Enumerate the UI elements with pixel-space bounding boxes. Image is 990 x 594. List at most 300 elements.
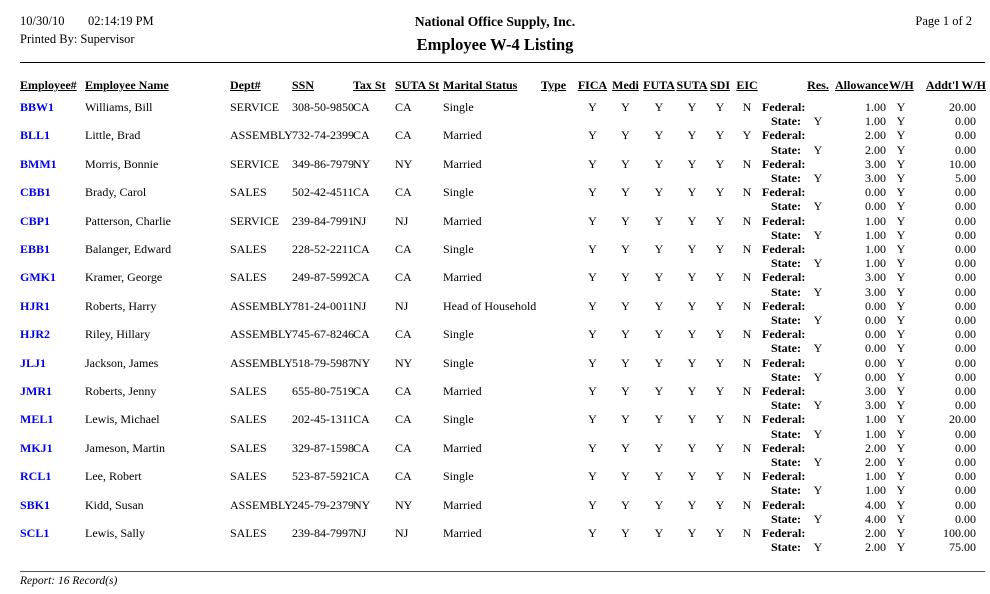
suta-flag-spacer (676, 398, 708, 412)
sdi-flag-spacer (708, 483, 732, 497)
medi-flag: Y (621, 469, 630, 484)
suta-state: NY (395, 156, 413, 171)
federal-addtl-wh: 0.00 (955, 440, 976, 455)
federal-addtl-wh: 0.00 (955, 213, 976, 228)
w4-type (541, 498, 576, 512)
w4-type (541, 242, 576, 256)
employee-id[interactable]: MEL1 (20, 412, 54, 427)
dept-number: ASSEMBLY (230, 298, 293, 313)
medi-flag-spacer (609, 171, 642, 185)
employee-id[interactable]: SCL1 (20, 526, 50, 541)
fica-flag-spacer (576, 114, 609, 128)
dept-number: SERVICE (230, 213, 280, 228)
federal-addtl-wh: 0.00 (955, 128, 976, 143)
dept-number: SALES (230, 384, 267, 399)
state-addtl-wh: 0.00 (955, 284, 976, 299)
employee-state-row (20, 285, 986, 299)
employee-name: Morris, Bonnie (85, 156, 159, 171)
employee-id[interactable]: CBB1 (20, 185, 51, 200)
suta-state-spacer (395, 512, 443, 526)
federal-allowance: 0.00 (865, 298, 886, 313)
suta-state-spacer (395, 483, 443, 497)
record-count-summary: Report: 16 Record(s) (20, 575, 118, 587)
suta-flag: Y (687, 213, 697, 228)
dept-number: SALES (230, 270, 267, 285)
state-wh-flag: Y (896, 256, 906, 271)
state-allowance: 1.00 (865, 114, 886, 129)
col-header-futa: FUTA (643, 78, 675, 92)
w4-type (541, 441, 576, 455)
medi-flag-spacer (609, 143, 642, 157)
marital-status-spacer (443, 427, 541, 441)
state-residence-flag: Y (813, 511, 823, 526)
eic-flag: N (742, 213, 752, 228)
ssn: 523-87-5921 (292, 469, 354, 484)
w4-type-spacer (541, 143, 576, 157)
federal-allowance: 1.00 (865, 412, 886, 427)
printed-by-label: Printed By: (20, 32, 78, 46)
employee-name: Lee, Robert (85, 469, 142, 484)
federal-allowance: 4.00 (865, 497, 886, 512)
w4-type (541, 270, 576, 284)
employee-name: Balanger, Edward (85, 242, 172, 257)
futa-flag: Y (654, 128, 664, 143)
federal-allowance: 1.00 (865, 242, 886, 257)
tax-state-spacer (353, 540, 395, 554)
marital-status: Single (443, 355, 474, 370)
medi-flag-spacer (609, 313, 642, 327)
employee-id-spacer (20, 313, 85, 327)
employee-state-row (20, 256, 986, 270)
col-header-medi: Medi (612, 78, 639, 92)
col-header-type: Type (541, 78, 567, 92)
federal-residence-flag (801, 242, 835, 256)
medi-flag: Y (621, 156, 630, 171)
marital-status-spacer (443, 455, 541, 469)
sdi-flag-spacer (708, 427, 732, 441)
dept-number-spacer (230, 512, 292, 526)
state-residence-flag: Y (813, 483, 823, 498)
employee-federal-row (20, 214, 986, 228)
employee-name-spacer (85, 143, 230, 157)
federal-allowance: 1.00 (865, 469, 886, 484)
medi-flag: Y (621, 440, 630, 455)
w4-type-spacer (541, 483, 576, 497)
tax-state: NY (353, 156, 371, 171)
state-label: State: (771, 142, 801, 157)
suta-state: CA (395, 412, 412, 427)
federal-addtl-wh: 20.00 (949, 100, 976, 114)
employee-id-spacer (20, 427, 85, 441)
state-label: State: (771, 199, 801, 214)
federal-wh-flag: Y (896, 412, 906, 427)
tax-state: CA (353, 185, 370, 200)
w4-type-spacer (541, 540, 576, 554)
state-residence-flag: Y (813, 256, 823, 271)
futa-flag: Y (654, 497, 664, 512)
suta-flag-spacer (676, 313, 708, 327)
tax-state: CA (353, 128, 370, 143)
sdi-flag: Y (715, 384, 725, 399)
ssn-spacer (292, 114, 353, 128)
sdi-flag-spacer (708, 143, 732, 157)
federal-wh-flag: Y (896, 497, 906, 512)
dept-number-spacer (230, 341, 292, 355)
print-date: 10/30/10 (20, 14, 65, 28)
medi-flag-spacer (609, 285, 642, 299)
suta-flag-spacer (676, 483, 708, 497)
suta-flag-spacer (676, 285, 708, 299)
employee-name-spacer (85, 313, 230, 327)
ssn-spacer (292, 256, 353, 270)
suta-flag: Y (687, 100, 697, 114)
fica-flag: Y (588, 185, 597, 200)
tax-state-spacer (353, 114, 395, 128)
employee-federal-row (20, 356, 986, 370)
state-residence-flag: Y (813, 114, 823, 129)
medi-flag-spacer (609, 540, 642, 554)
futa-flag-spacer (642, 313, 676, 327)
eic-flag: N (742, 242, 752, 257)
sdi-flag: Y (715, 270, 725, 285)
employee-id[interactable]: RCL1 (20, 469, 52, 484)
dept-number: ASSEMBLY (230, 128, 293, 143)
sdi-flag: Y (715, 469, 725, 484)
suta-state-spacer (395, 455, 443, 469)
federal-residence-flag (801, 356, 835, 370)
sdi-flag-spacer (708, 370, 732, 384)
employee-id[interactable]: MKJ1 (20, 440, 53, 455)
w4-type (541, 469, 576, 483)
marital-status: Married (443, 128, 482, 143)
fica-flag-spacer (576, 285, 609, 299)
employee-id[interactable]: JLJ1 (20, 355, 47, 370)
ssn-spacer (292, 483, 353, 497)
suta-flag: Y (687, 327, 697, 342)
medi-flag-spacer (609, 256, 642, 270)
employee-id[interactable]: BLL1 (20, 128, 51, 143)
suta-state: NY (395, 355, 413, 370)
tax-state-spacer (353, 285, 395, 299)
sdi-flag-spacer (708, 256, 732, 270)
state-label: State: (771, 483, 801, 498)
tax-state: CA (353, 384, 370, 399)
marital-status-spacer (443, 256, 541, 270)
medi-flag-spacer (609, 483, 642, 497)
tax-state-spacer (353, 483, 395, 497)
medi-flag: Y (621, 128, 630, 143)
employee-name-spacer (85, 427, 230, 441)
tax-state-spacer (353, 455, 395, 469)
employee-federal-row (20, 384, 986, 398)
ssn: 349-86-7979 (292, 156, 354, 171)
suta-state-spacer (395, 256, 443, 270)
state-addtl-wh: 5.00 (955, 171, 976, 186)
eic-flag: N (742, 156, 752, 171)
fica-flag-spacer (576, 313, 609, 327)
marital-status-spacer (443, 540, 541, 554)
sdi-flag-spacer (708, 341, 732, 355)
suta-flag-spacer (676, 199, 708, 213)
col-header-dept: Dept# (230, 78, 261, 92)
futa-flag-spacer (642, 540, 676, 554)
sdi-flag-spacer (708, 171, 732, 185)
medi-flag-spacer (609, 228, 642, 242)
employee-id[interactable]: EBB1 (20, 242, 51, 257)
federal-wh-flag: Y (896, 298, 906, 313)
state-wh-flag: Y (896, 540, 906, 555)
state-label: State: (771, 227, 801, 242)
employee-id[interactable]: CBP1 (20, 213, 50, 228)
eic-flag: N (742, 100, 752, 114)
marital-status-spacer (443, 171, 541, 185)
w4-listing-table (20, 70, 986, 555)
sdi-flag: Y (715, 156, 725, 171)
employee-state-row (20, 512, 986, 526)
w4-type (541, 185, 576, 199)
eic-flag-spacer (732, 398, 762, 412)
futa-flag: Y (654, 526, 664, 541)
futa-flag-spacer (642, 171, 676, 185)
suta-state: CA (395, 469, 412, 484)
federal-residence-flag (801, 157, 835, 171)
dept-number: SERVICE (230, 100, 280, 114)
futa-flag-spacer (642, 114, 676, 128)
fica-flag: Y (588, 469, 597, 484)
employee-state-row (20, 540, 986, 554)
federal-addtl-wh: 0.00 (955, 270, 976, 285)
futa-flag: Y (654, 327, 664, 342)
sdi-flag: Y (715, 355, 725, 370)
suta-state: NY (395, 497, 413, 512)
suta-flag: Y (687, 185, 697, 200)
state-addtl-wh: 0.00 (955, 455, 976, 470)
futa-flag-spacer (642, 199, 676, 213)
suta-flag-spacer (676, 427, 708, 441)
state-wh-flag: Y (896, 199, 906, 214)
state-addtl-wh: 75.00 (949, 540, 976, 555)
eic-flag: N (742, 185, 752, 200)
employee-name: Jackson, James (85, 355, 159, 370)
sdi-flag-spacer (708, 455, 732, 469)
federal-label: Federal: (762, 128, 806, 143)
federal-label: Federal: (762, 497, 806, 512)
tax-state: CA (353, 270, 370, 285)
state-residence-flag: Y (813, 426, 823, 441)
medi-flag: Y (621, 526, 630, 541)
employee-federal-row (20, 441, 986, 455)
employee-id-spacer (20, 256, 85, 270)
eic-flag-spacer (732, 256, 762, 270)
state-residence-flag: Y (813, 142, 823, 157)
employee-federal-row (20, 469, 986, 483)
suta-state-spacer (395, 370, 443, 384)
col-header-wh: W/H (889, 78, 914, 92)
fica-flag: Y (588, 213, 597, 228)
eic-flag-spacer (732, 512, 762, 526)
marital-status-spacer (443, 143, 541, 157)
fica-flag: Y (588, 327, 597, 342)
state-addtl-wh: 0.00 (955, 313, 976, 328)
fica-flag: Y (588, 242, 597, 257)
w4-type-spacer (541, 114, 576, 128)
federal-allowance: 3.00 (865, 156, 886, 171)
employee-name-spacer (85, 483, 230, 497)
employee-id[interactable]: BBW1 (20, 100, 55, 114)
ssn: 308-50-9850 (292, 100, 354, 114)
employee-state-row (20, 114, 986, 128)
federal-wh-flag: Y (896, 242, 906, 257)
employee-id[interactable]: HJR1 (20, 298, 50, 313)
w4-type-spacer (541, 370, 576, 384)
ssn-spacer (292, 171, 353, 185)
sdi-flag: Y (715, 440, 725, 455)
w4-type (541, 356, 576, 370)
futa-flag-spacer (642, 143, 676, 157)
ssn: 329-87-1598 (292, 440, 354, 455)
federal-wh-flag: Y (896, 469, 906, 484)
ssn-spacer (292, 370, 353, 384)
employee-id-spacer (20, 199, 85, 213)
employee-name: Lewis, Sally (85, 526, 145, 541)
futa-flag-spacer (642, 455, 676, 469)
col-header-marital-status: Marital Status (443, 78, 518, 92)
state-residence-flag: Y (813, 227, 823, 242)
futa-flag: Y (654, 156, 664, 171)
federal-label: Federal: (762, 440, 806, 455)
employee-federal-row (20, 100, 986, 114)
marital-status-spacer (443, 313, 541, 327)
marital-status-spacer (443, 483, 541, 497)
federal-wh-flag: Y (896, 270, 906, 285)
tax-state-spacer (353, 512, 395, 526)
eic-flag: N (742, 270, 752, 285)
ssn-spacer (292, 455, 353, 469)
federal-label: Federal: (762, 156, 806, 171)
federal-addtl-wh: 0.00 (955, 242, 976, 257)
tax-state: CA (353, 469, 370, 484)
col-header-tax-state: Tax St (353, 78, 386, 92)
sdi-flag: Y (715, 242, 725, 257)
report-header-center (0, 14, 990, 55)
employee-state-row (20, 199, 986, 213)
suta-state: CA (395, 185, 412, 200)
tax-state: CA (353, 327, 370, 342)
suta-state-spacer (395, 398, 443, 412)
futa-flag-spacer (642, 228, 676, 242)
federal-addtl-wh: 0.00 (955, 185, 976, 200)
state-allowance: 4.00 (865, 511, 886, 526)
state-residence-flag: Y (813, 199, 823, 214)
tax-state: CA (353, 412, 370, 427)
federal-wh-flag: Y (896, 156, 906, 171)
fica-flag-spacer (576, 427, 609, 441)
federal-addtl-wh: 0.00 (955, 327, 976, 342)
eic-flag: N (742, 469, 752, 484)
suta-state-spacer (395, 114, 443, 128)
state-residence-flag: Y (813, 369, 823, 384)
suta-state: CA (395, 384, 412, 399)
employee-id[interactable]: GMK1 (20, 270, 56, 285)
ssn-spacer (292, 228, 353, 242)
col-header-suta-state: SUTA St (395, 78, 440, 92)
medi-flag-spacer (609, 199, 642, 213)
marital-status: Married (443, 440, 482, 455)
federal-addtl-wh: 10.00 (949, 156, 976, 171)
marital-status: Married (443, 213, 482, 228)
fica-flag: Y (588, 128, 597, 143)
medi-flag-spacer (609, 455, 642, 469)
state-residence-flag: Y (813, 398, 823, 413)
fica-flag: Y (588, 384, 597, 399)
state-addtl-wh: 0.00 (955, 114, 976, 129)
eic-flag-spacer (732, 114, 762, 128)
suta-flag-spacer (676, 171, 708, 185)
employee-id[interactable]: SBK1 (20, 497, 51, 512)
employee-name-spacer (85, 285, 230, 299)
sdi-flag: Y (715, 100, 725, 114)
federal-label: Federal: (762, 355, 806, 370)
employee-id-spacer (20, 398, 85, 412)
state-label: State: (771, 455, 801, 470)
state-addtl-wh: 0.00 (955, 256, 976, 271)
tax-state-spacer (353, 143, 395, 157)
employee-name-spacer (85, 114, 230, 128)
fica-flag-spacer (576, 370, 609, 384)
sdi-flag-spacer (708, 199, 732, 213)
suta-state-spacer (395, 171, 443, 185)
employee-state-row (20, 341, 986, 355)
futa-flag-spacer (642, 483, 676, 497)
marital-status-spacer (443, 114, 541, 128)
federal-addtl-wh: 20.00 (949, 412, 976, 427)
report-table-tbody (20, 100, 986, 555)
state-addtl-wh: 0.00 (955, 398, 976, 413)
dept-number: ASSEMBLY (230, 355, 293, 370)
state-wh-flag: Y (896, 142, 906, 157)
suta-flag: Y (687, 497, 697, 512)
ssn: 745-67-8246 (292, 327, 354, 342)
tax-state-spacer (353, 228, 395, 242)
dept-number-spacer (230, 313, 292, 327)
employee-state-row (20, 313, 986, 327)
employee-name-spacer (85, 540, 230, 554)
employee-name-spacer (85, 512, 230, 526)
dept-number-spacer (230, 199, 292, 213)
tax-state-spacer (353, 370, 395, 384)
tax-state-spacer (353, 398, 395, 412)
dept-number: SALES (230, 526, 267, 541)
state-addtl-wh: 0.00 (955, 227, 976, 242)
tax-state-spacer (353, 313, 395, 327)
tax-state: CA (353, 242, 370, 257)
dept-number-spacer (230, 114, 292, 128)
employee-id[interactable]: JMR1 (20, 384, 52, 399)
tax-state: NJ (353, 526, 367, 541)
employee-id-spacer (20, 370, 85, 384)
futa-flag: Y (654, 213, 664, 228)
state-allowance: 3.00 (865, 284, 886, 299)
w4-type (541, 299, 576, 313)
employee-federal-row (20, 412, 986, 426)
dept-number-spacer (230, 370, 292, 384)
employee-id[interactable]: HJR2 (20, 327, 50, 342)
medi-flag: Y (621, 298, 630, 313)
marital-status: Single (443, 185, 474, 200)
ssn-spacer (292, 143, 353, 157)
employee-id[interactable]: BMM1 (20, 156, 57, 171)
state-label: State: (771, 540, 801, 555)
